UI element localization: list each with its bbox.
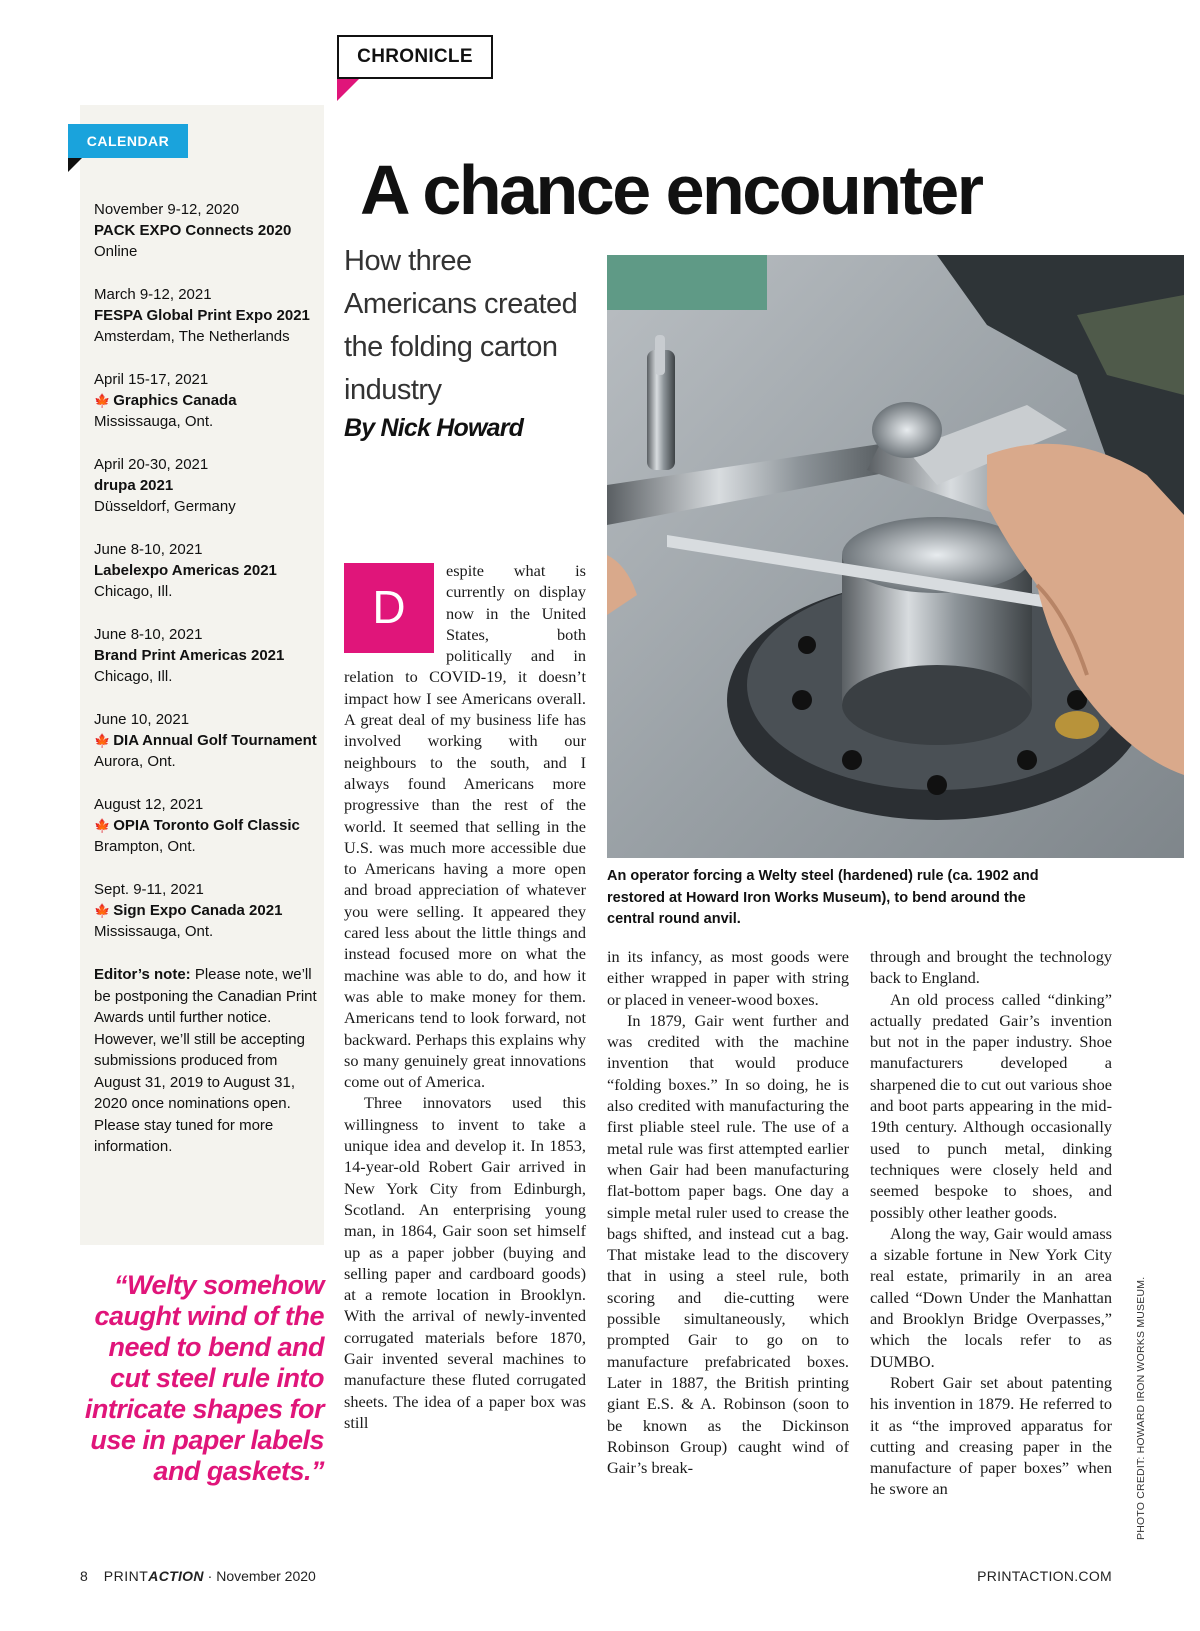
event-location: Amsterdam, The Netherlands — [94, 328, 290, 345]
magazine-name-part2: ACTION — [148, 1568, 204, 1584]
event-location: Online — [94, 243, 138, 260]
article-photo — [607, 255, 1184, 858]
event-location: Chicago, Ill. — [94, 583, 173, 600]
event-date: April 15-17, 2021 — [94, 371, 209, 388]
editor-note-label: Editor’s note: — [94, 966, 191, 983]
event-item — [94, 794, 319, 857]
issue-date: · November 2020 — [203, 1568, 316, 1584]
event-date: June 8-10, 2021 — [94, 626, 203, 643]
event-name: Graphics Canada — [113, 392, 237, 409]
event-location: Düsseldorf, Germany — [94, 498, 236, 515]
footer-left — [80, 1568, 316, 1584]
event-item — [94, 454, 319, 517]
event-item — [94, 199, 319, 262]
event-name: DIA Annual Golf Tournament — [113, 732, 317, 749]
event-name: FESPA Global Print Expo 2021 — [94, 307, 310, 324]
event-name: Sign Expo Canada 2021 — [113, 902, 283, 919]
maple-leaf-icon: 🍁 — [94, 818, 111, 833]
body-paragraph: in its infancy, as most goods were either wrapped in paper with string or placed in veneer-wood boxes. — [607, 947, 849, 1009]
event-name: OPIA Toronto Golf Classic — [113, 817, 300, 834]
event-name: drupa 2021 — [94, 477, 174, 494]
body-paragraph: Three innovators used this willingness to invent to take a unique idea and develop it. In 1853, 14-year-old Robert Gair arrived in New York City from Edinburgh, Scotland. An enterprising young man, in 1864, Gair soon set himself up as a paper jobber (buying and selling paper and cardboard goods) at a remote location in Brooklyn. With the arrival of newly-invented corrugated materials before 1870, Gair invented several machines to manufacture these fluted corrugated sheets. The idea of a paper box was still — [344, 1093, 586, 1432]
byline: By Nick Howard — [344, 414, 524, 442]
body-paragraph: Robert Gair set about patenting his invention in 1879. He referred to it as “the improved apparatus for cutting and creasing paper in the manufacture of paper boxes” when he swore an — [870, 1372, 1112, 1499]
magazine-name-part1: PRINT — [103, 1568, 149, 1584]
event-date: November 9-12, 2020 — [94, 201, 240, 218]
event-location: Brampton, Ont. — [94, 838, 196, 855]
event-location: Aurora, Ont. — [94, 753, 176, 770]
photo-caption: An operator forcing a Welty steel (hardened) rule (ca. 1902 and restored at Howard Iron Works Museum), to bend around the central round anvil. — [607, 868, 1039, 927]
event-item — [94, 709, 319, 772]
event-item — [94, 539, 319, 602]
event-date: April 20-30, 2021 — [94, 456, 209, 473]
subheadline: How three Americans created the folding carton industry — [344, 245, 578, 406]
section-tag: CHRONICLE — [337, 35, 493, 79]
body-paragraph: An old process called “dinking” actually predated Gair’s invention but not in the paper industry. Shoe manufacturers developed a sharpened die to cut out various shoe and boot parts appearing in the mid-19th century. Although occasionally used to punch metal, dinking techniques were closely held and seemed bespoke to shoes, and possibly other leather goods. — [870, 989, 1112, 1222]
event-location: Mississauga, Ont. — [94, 923, 214, 940]
body-paragraph: through and brought the technology back to England. — [870, 947, 1112, 988]
editor-note — [94, 964, 319, 1158]
body-column-1 — [344, 560, 586, 1433]
body-column-2 — [607, 946, 849, 1478]
maple-leaf-icon: 🍁 — [94, 393, 111, 408]
section-tag-accent — [337, 79, 359, 101]
editor-note-text: Please note, we’ll be postponing the Canadian Print Awards until further notice. However, we’ll still be accepting submissions produced from August 31, 2019 to August 31, 2020 once nominations open. Please stay tuned for more information. — [94, 966, 317, 1155]
event-date: June 8-10, 2021 — [94, 541, 203, 558]
event-name: PACK EXPO Connects 2020 — [94, 222, 292, 239]
drop-cap: D — [344, 563, 434, 653]
event-item — [94, 879, 319, 942]
body-column-3 — [870, 946, 1112, 1500]
event-item — [94, 284, 319, 347]
headline: A chance encounter — [360, 151, 982, 229]
body-paragraph: espite what is currently on display now in the United States, both politically and in relation to COVID-19, it doesn’t impact how I see Americans overall. A great deal of my business life has involved working with our neighbours to the south, and I always found Americans more progressive than the rest of the world. It seemed that selling in the U.S. was much more accessible due to Americans having a more open and broad appreciation of whatever you were selling. It appeared they cared less about the little things and instead focused more on what the machine was able to do, and how it was able to make money for them. Americans tend to look forward, not backward. Perhaps this explains why so many genuinely great innovations come out of America. — [344, 561, 586, 1092]
event-date: Sept. 9-11, 2021 — [94, 881, 204, 898]
body-paragraph: Along the way, Gair would amass a sizable fortune in New York City real estate, primarily in an area called “Down Under the Manhattan and Brooklyn Bridge Overpasses,” which the locals refer to as DUMBO. — [870, 1223, 1112, 1371]
photo-credit: PHOTO CREDIT: HOWARD IRON WORKS MUSEUM. — [1135, 1276, 1147, 1540]
event-date: August 12, 2021 — [94, 796, 204, 813]
event-date: June 10, 2021 — [94, 711, 190, 728]
page-number: 8 — [80, 1568, 88, 1584]
website: PRINTACTION.COM — [977, 1568, 1112, 1584]
event-name: Brand Print Americas 2021 — [94, 647, 285, 664]
maple-leaf-icon: 🍁 — [94, 733, 111, 748]
event-date: March 9-12, 2021 — [94, 286, 212, 303]
calendar-tag: CALENDAR — [68, 124, 188, 158]
event-name: Labelexpo Americas 2021 — [94, 562, 277, 579]
pull-quote: “Welty somehow caught wind of the need to bend and cut steel rule into intricate shapes for use in paper labels and gaskets.” — [84, 1270, 324, 1486]
event-location: Chicago, Ill. — [94, 668, 173, 685]
event-location: Mississauga, Ont. — [94, 413, 214, 430]
event-item — [94, 624, 319, 687]
event-item — [94, 369, 319, 432]
maple-leaf-icon: 🍁 — [94, 903, 111, 918]
calendar-tag-accent — [68, 158, 82, 172]
event-list — [94, 199, 319, 1158]
body-paragraph: In 1879, Gair went further and was credited with the machine invention that would produce “folding boxes.” In so doing, he is also credited with manufacturing the first pliable steel rule. The use of a metal rule was first attempted earlier when Gair had been manufacturing flat-bottom paper bags. One day a simple metal ruler used to crease the bags shifted, and instead cut a bag. That mistake lead to the discovery that in using a steel rule, both scoring and die-cutting were possible simultaneously, which prompted Gair to go on to manufacture prefabricated boxes. Later in 1887, the British printing giant E.S. & A. Robinson (soon to be known as the Dickinson Robinson Group) caught wind of Gair’s break- — [607, 1010, 849, 1478]
